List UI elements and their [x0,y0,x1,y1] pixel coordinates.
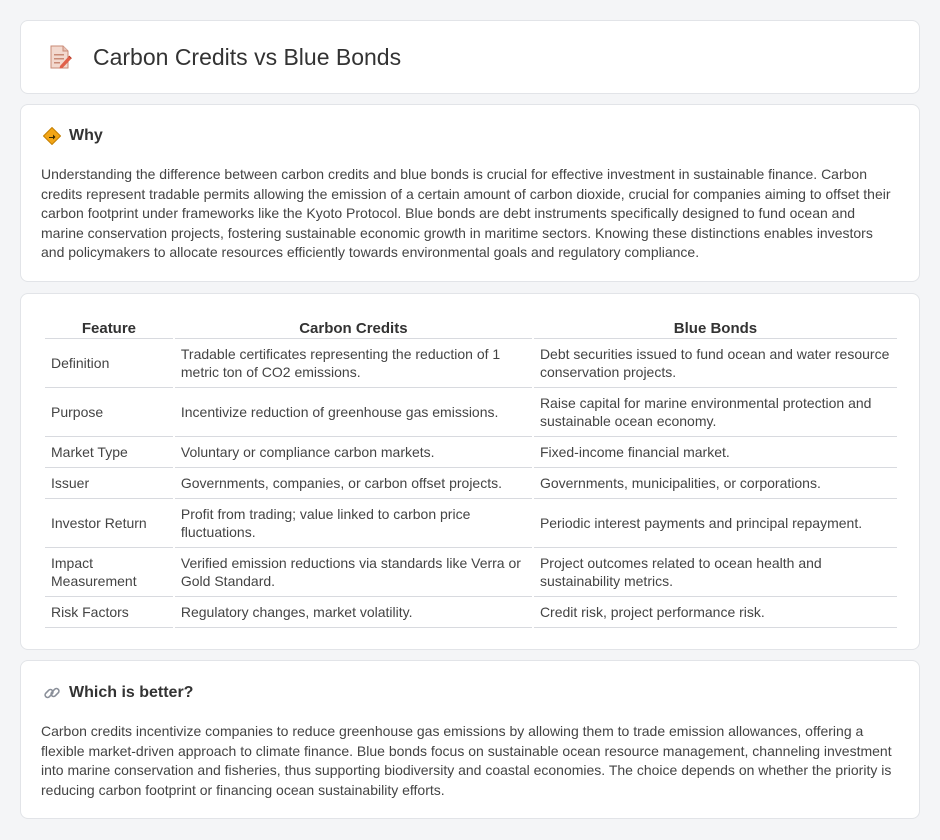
table-row [45,499,897,548]
link-icon [43,684,61,702]
blue-bonds-cell: Governments, municipalities, or corporations. [534,468,897,499]
table-row [45,388,897,437]
which-is-better-section [20,660,920,819]
better-title: Which is better? [69,684,194,701]
feature-cell: Risk Factors [45,597,173,628]
better-heading [43,684,193,702]
better-body: Carbon credits incentivize companies to reduce greenhouse gas emissions by allowing them to trade emission allowances, offering a flexible market-driven approach to climate finance. Blue bonds focus on sustainable ocean resource management, channeling investment into marine conservation and fisheries, thus supporting biodiversity and coastal economies. The choice depends on whether the priority is reducing carbon footprint or financing ocean sustainability efforts. [41,723,892,798]
comparison-table-card [20,293,920,650]
header-blue-bonds: Blue Bonds [534,315,897,339]
feature-cell: Definition [45,339,173,388]
document-pencil-icon [47,44,73,70]
blue-bonds-cell: Raise capital for marine environmental protection and sustainable ocean economy. [534,388,897,437]
page-title: Carbon Credits vs Blue Bonds [93,43,402,70]
header-feature: Feature [45,315,173,339]
table-row [45,339,897,388]
carbon-credits-cell: Voluntary or compliance carbon markets. [175,437,532,468]
carbon-credits-cell: Regulatory changes, market volatility. [175,597,532,628]
feature-cell: Issuer [45,468,173,499]
header-carbon-credits: Carbon Credits [175,315,532,339]
feature-cell: Impact Measurement [45,548,173,597]
table-row [45,597,897,628]
blue-bonds-cell: Fixed-income financial market. [534,437,897,468]
carbon-credits-cell: Governments, companies, or carbon offset projects. [175,468,532,499]
table-row [45,548,897,597]
feature-cell: Market Type [45,437,173,468]
diamond-road-sign-icon [43,127,61,145]
blue-bonds-cell: Periodic interest payments and principal repayment. [534,499,897,548]
why-section [20,104,920,282]
carbon-credits-cell: Incentivize reduction of greenhouse gas emissions. [175,388,532,437]
feature-cell: Purpose [45,388,173,437]
carbon-credits-cell: Profit from trading; value linked to carbon price fluctuations. [175,499,532,548]
blue-bonds-cell: Credit risk, project performance risk. [534,597,897,628]
feature-cell: Investor Return [45,499,173,548]
why-title: Why [69,127,103,144]
why-body: Understanding the difference between carbon credits and blue bonds is crucial for effective investment in sustainable finance. Carbon credits represent tradable permits allowing the emission of a certain amount of carbon dioxide, crucial for companies aiming to offset their carbon footprint under frameworks like the Kyoto Protocol. Blue bonds are debt instruments specifically designed to fund ocean and marine conservation projects, fostering sustainable economic growth in maritime sectors. Knowing these distinctions enables investors and policymakers to allocate resources efficiently towards environmental goals and regulatory compliance. [41,166,891,260]
table-row [45,437,897,468]
table-row [45,468,897,499]
table-header-row [45,315,897,339]
blue-bonds-cell: Project outcomes related to ocean health and sustainability metrics. [534,548,897,597]
blue-bonds-cell: Debt securities issued to fund ocean and water resource conservation projects. [534,339,897,388]
carbon-credits-cell: Verified emission reductions via standards like Verra or Gold Standard. [175,548,532,597]
header-card [20,20,920,94]
why-heading [43,127,103,145]
carbon-credits-cell: Tradable certificates representing the reduction of 1 metric ton of CO2 emissions. [175,339,532,388]
comparison-table [43,315,899,628]
